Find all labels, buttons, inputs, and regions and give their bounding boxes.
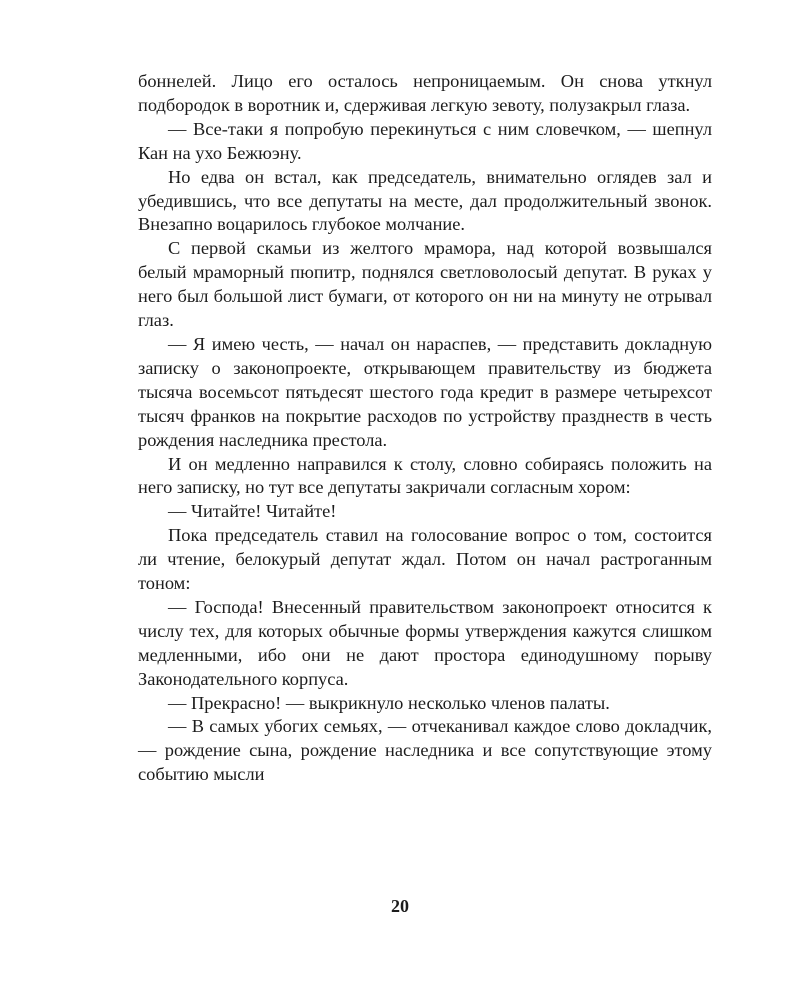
paragraph: Пока председатель ставил на голосование вопрос о том, состоится ли чтение, белокурый депутат ждал. Потом он начал растроганным тоном: [138,525,712,594]
paragraph: Но едва он встал, как председатель, внимательно оглядев зал и убедившись, что все депутаты на месте, дал продолжительный звонок. Внезапно воцарилось глубокое молчание. [138,166,712,235]
paragraph: И он медленно направился к столу, словно собираясь положить на него записку, но тут все депутаты закричали согласным хором: [138,453,712,498]
paragraph: — Все-таки я попробую перекинуться с ним словечком, — шепнул Кан на ухо Бежюэну. [138,118,712,163]
paragraph: — Я имею честь, — начал он нараспев, — представить докладную записку о законопроекте, открывающем правительству из бюджета тысяча восемьсот пятьдесят шестого года кредит в размере четырехсот тысяч франков на покрытие расходов по устройству празднеств в честь рождения наследника престола. [138,333,712,450]
page-text [138,70,712,787]
paragraph-continuation: боннелей. Лицо его осталось непроницаемым. Он снова уткнул подбородок в воротник и, сдерживая легкую зевоту, полузакрыл глаза. [138,71,712,115]
page-number: 20 [391,896,409,916]
paragraph: — Господа! Внесенный правительством законопроект относится к числу тех, для которых обычные формы утверждения кажутся слишком медленными, ибо они не дают простора единодушному порыву Законодательного корпуса. [138,596,712,689]
paragraph: — Читайте! Читайте! [168,501,337,522]
paragraph: С первой скамьи из желтого мрамора, над которой возвышался белый мраморный пюпитр, поднялся светловолосый депутат. В руках у него был большой лист бумаги, от которого он ни на минуту не отрывал глаз. [138,238,712,331]
paragraph: — Прекрасно! — выкрикнуло несколько членов палаты. [168,692,610,713]
paragraph: — В самых убогих семьях, — отчеканивал каждое слово докладчик, — рождение сына, рождение наследника и все сопутствующие этому событию мысли [138,716,712,785]
